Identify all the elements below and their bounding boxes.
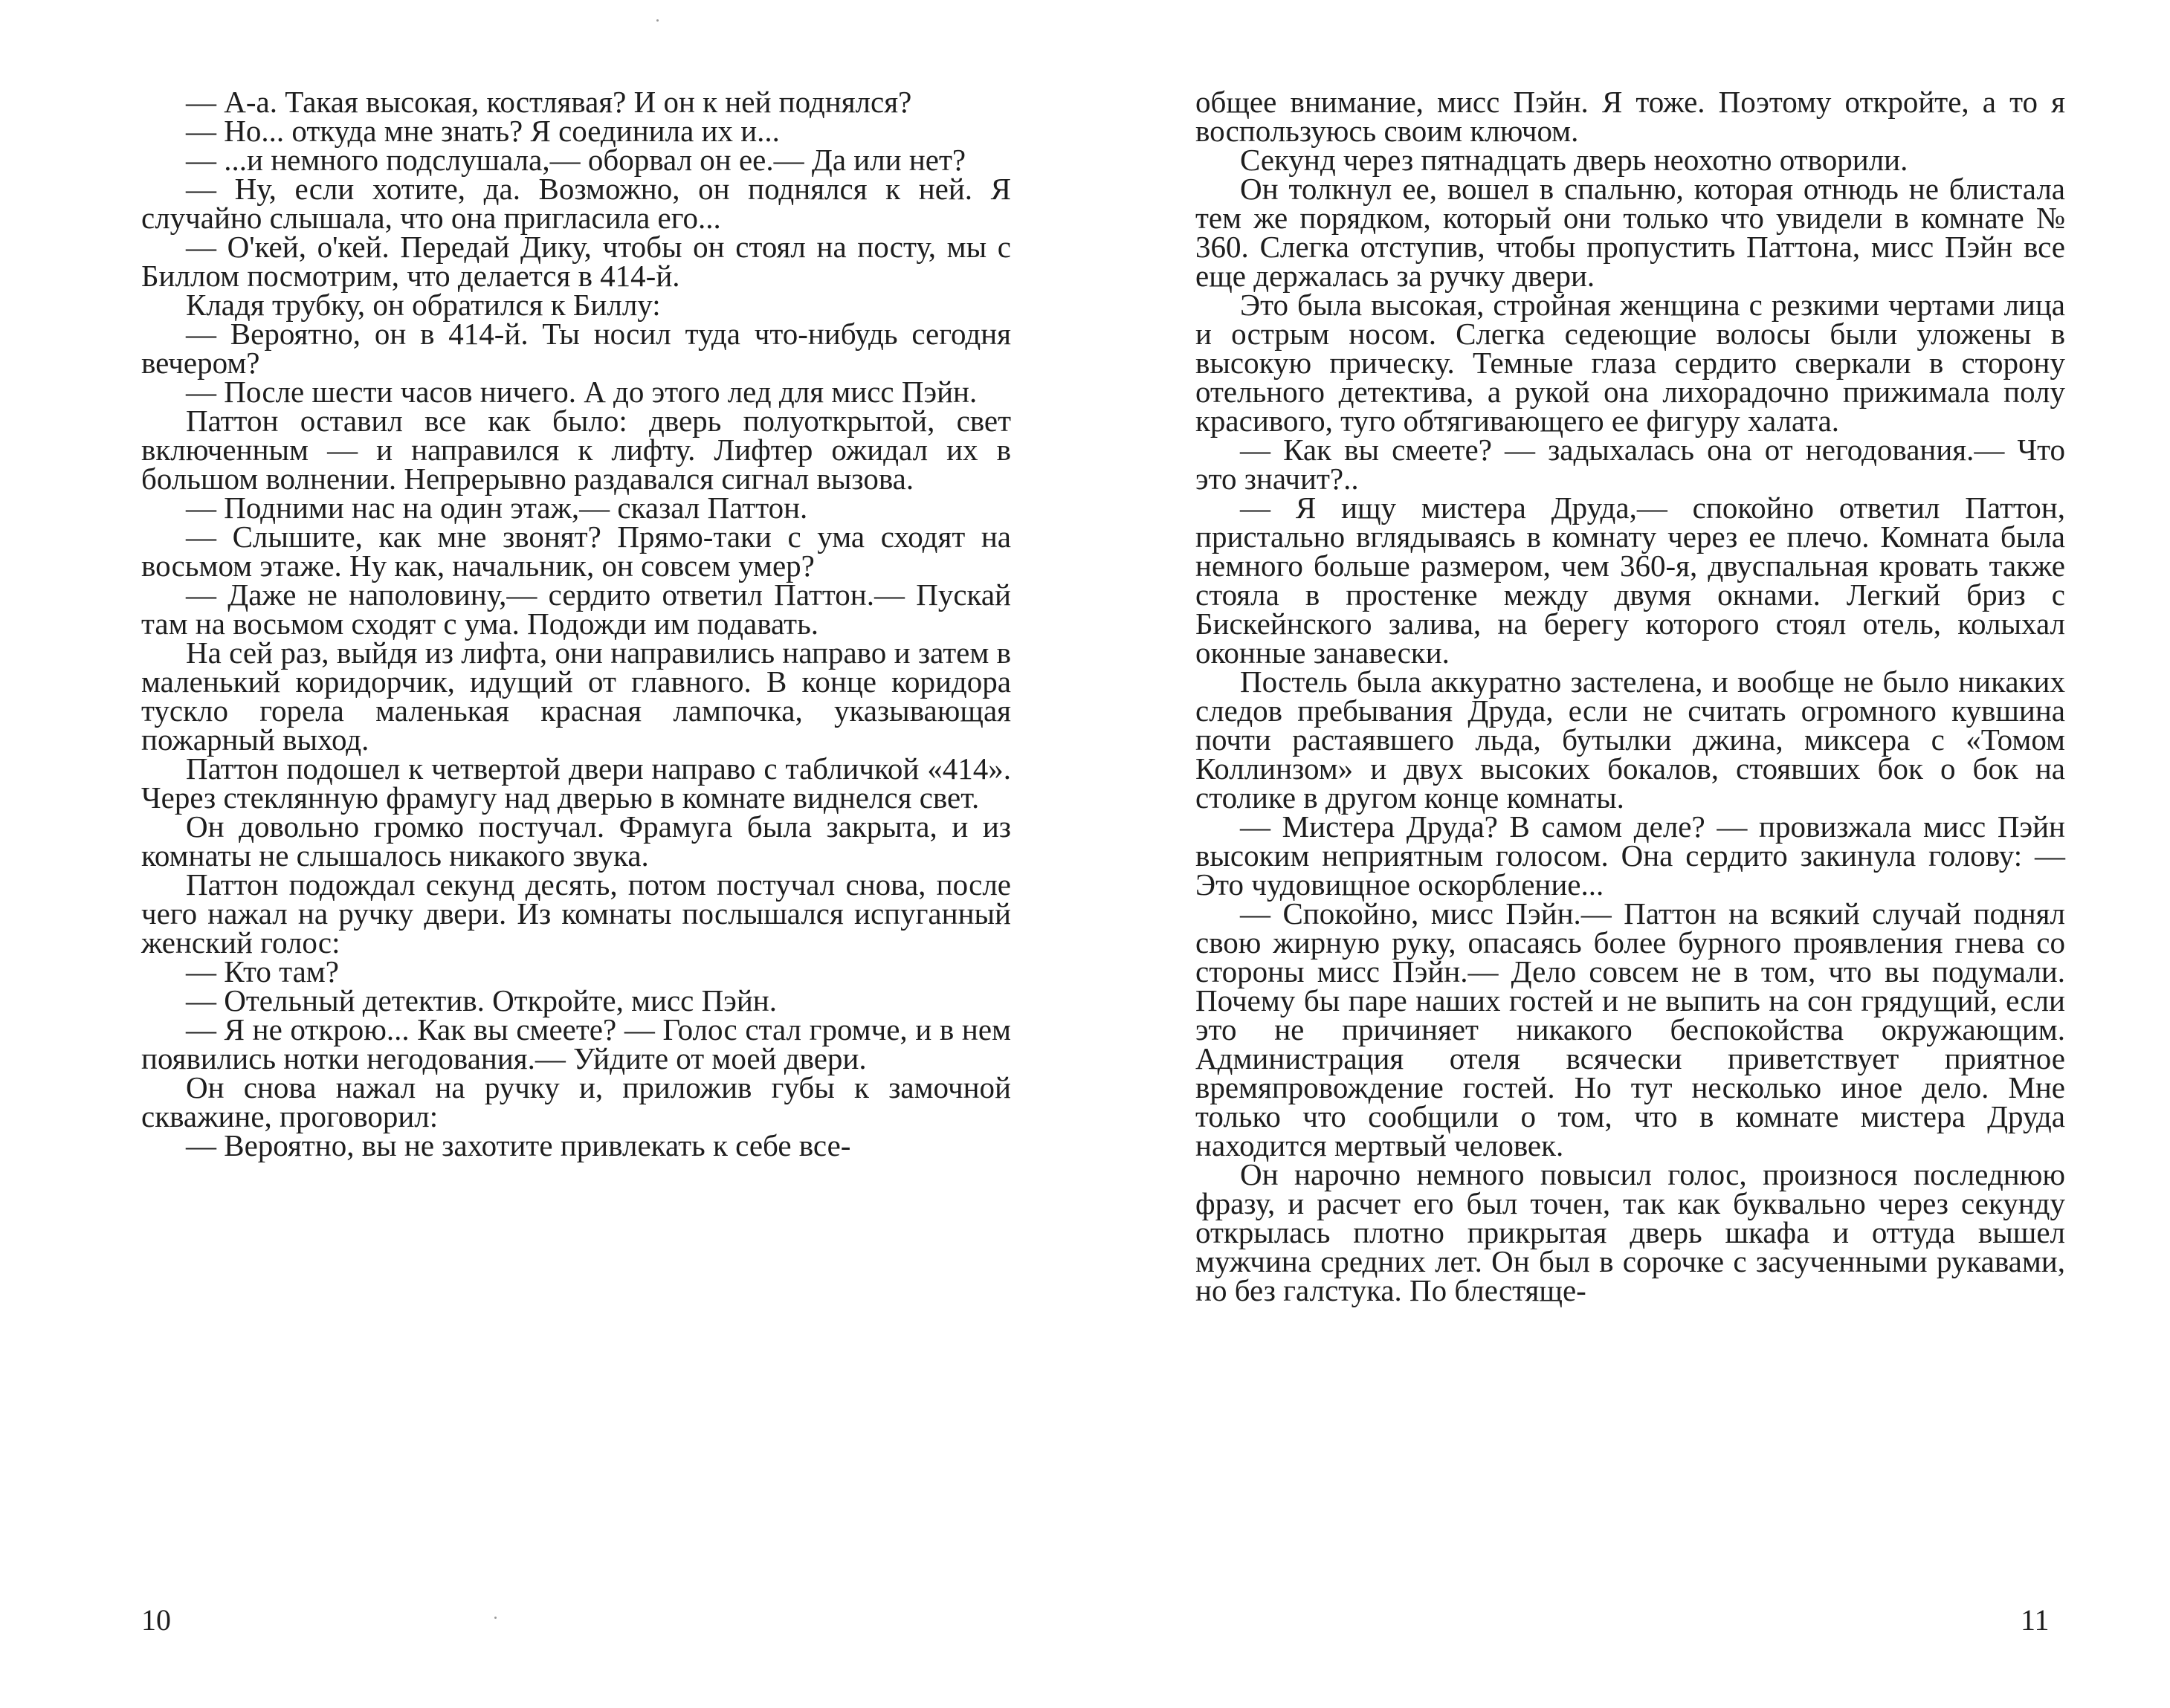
paragraph: — Подними нас на один этаж,— сказал Паттон.: [186, 491, 808, 525]
paragraph: — ...и немного подслушала,— оборвал он ее.— Да или нет?: [186, 143, 966, 177]
paragraph: Паттон подошел к четвертой двери направо с табличкой «414». Через стеклянную фрамугу над дверью в комнате виднелся свет.: [141, 751, 1011, 815]
paragraph: Он толкнул ее, вошел в спальню, которая отнюдь не блистала тем же порядком, который они только что увидели в комнате № 360. Слегка отступив, чтобы пропустить Паттона, мисс Пэйн все еще держалась за ручку двери.: [1195, 172, 2065, 293]
page-number-left: 10: [141, 1603, 171, 1637]
paragraph: — А-а. Такая высокая, костлявая? И он к ней поднялся?: [186, 85, 912, 119]
left-page-text: [141, 85, 1011, 1162]
paragraph: — Вероятно, он в 414-й. Ты носил туда что-нибудь сегодня вечером?: [141, 317, 1011, 380]
paragraph: На сей раз, выйдя из лифта, они направились направо и затем в маленький коридорчик, идущий от главного. В конце коридора тускло горела маленькая красная лампочка, указывающая пожарный выход.: [141, 635, 1011, 757]
paragraph: — Вероятно, вы не захотите привлекать к себе все-: [186, 1128, 851, 1162]
paragraph: — После шести часов ничего. А до этого лед для мисс Пэйн.: [186, 375, 978, 409]
left-page: [141, 85, 1011, 1637]
paragraph: Он довольно громко постучал. Фрамуга была закрыта, и из комнаты не слышалось никакого звука.: [141, 809, 1011, 873]
paragraph: Постель была аккуратно застелена, и вообще не было никаких следов пребывания Друда, если не считать огромного кувшина почти растаявшего льда, бутылки джина, миксера с «Томом Коллинзом» и двух высоких бокалов, стоявших бок о бок на столике в другом конце комнаты.: [1195, 664, 2065, 815]
paragraph: — Но... откуда мне знать? Я соединила их и...: [186, 114, 780, 148]
paragraph: — О'кей, о'кей. Передай Дику, чтобы он стоял на посту, мы с Биллом посмотрим, что делается в 414-й.: [141, 230, 1011, 293]
paragraph: — Спокойно, мисс Пэйн.— Паттон на всякий случай поднял свою жирную руку, опасаясь более бурного проявления гнева со стороны мисс Пэйн.— Дело совсем не в том, что вы подумали. Почему бы паре наших гостей и не выпить на сон грядущий, если это не причиняет никакого беспокойства окружающим. Администрация отеля всячески приветствует приятное времяпровождение гостей. Но тут несколько иное дело. Мне только что сообщили о том, что в комнате мистера Друда находится мертвый человек.: [1195, 896, 2065, 1162]
paragraph: — Мистера Друда? В самом деле? — провизжала мисс Пэйн высоким неприятным голосом. Она сердито закинула голову: — Это чудовищное оскорбление...: [1195, 809, 2065, 902]
right-page-text: [1195, 85, 2065, 1307]
paragraph: — Я не открою... Как вы смеете? — Голос стал громче, и в нем появились нотки негодования.— Уйдите от моей двери.: [141, 1012, 1011, 1075]
paragraph: Паттон оставил все как было: дверь полуоткрытой, свет включенным — и направился к лифту. Лифтер ожидал их в большом волнении. Непрерывно раздавался сигнал вызова.: [141, 404, 1011, 496]
continuation-paragraph: общее внимание, мисс Пэйн. Я тоже. Поэтому откройте, а то я воспользуюсь своим ключом.: [1195, 85, 2065, 148]
page-number-right: 11: [2021, 1603, 2050, 1637]
paragraph: Он снова нажал на ручку и, приложив губы к замочной скважине, проговорил:: [141, 1070, 1011, 1133]
paragraph: Паттон подождал секунд десять, потом постучал снова, после чего нажал на ручку двери. Из комнаты послышался испуганный женский голос:: [141, 867, 1011, 960]
right-page: [1195, 85, 2065, 1637]
paragraph: Это была высокая, стройная женщина с резкими чертами лица и острым носом. Слегка седеющие волосы были уложены в высокую прическу. Темные глаза сердито сверкали в сторону отельного детектива, а рукой она лихорадочно прижимала полу красивого, туго обтягивающего ее фигуру халата.: [1195, 288, 2065, 438]
paragraph: Секунд через пятнадцать дверь неохотно отворили.: [1240, 143, 1908, 177]
paragraph: Кладя трубку, он обратился к Биллу:: [186, 288, 661, 322]
scan-speck: [656, 19, 659, 22]
paragraph: — Ну, если хотите, да. Возможно, он поднялся к ней. Я случайно слышала, что она пригласила его...: [141, 172, 1011, 235]
scan-speck: [494, 1617, 497, 1619]
paragraph: — Отельный детектив. Откройте, мисс Пэйн.: [186, 983, 777, 1018]
paragraph: — Даже не наполовину,— сердито ответил Паттон.— Пускай там на восьмом сходят с ума. Подожди им подавать.: [141, 578, 1011, 641]
paragraph: — Кто там?: [186, 954, 339, 989]
paragraph: — Я ищу мистера Друда,— спокойно ответил Паттон, пристально вглядываясь в комнату через ее плечо. Комната была немного больше размером, чем 360-я, двуспальная кровать также стояла в простенке между двумя окнами. Легкий бриз с Бискейнского залива, на берегу которого стоял отель, колыхал оконные занавески.: [1195, 491, 2065, 670]
paragraph: Он нарочно немного повысил голос, произнося последнюю фразу, и расчет его был точен, так как буквально через секунду открылась плотно прикрытая дверь шкафа и оттуда вышел мужчина средних лет. Он был в сорочке с засученными рукавами, но без галстука. По блестяще-: [1195, 1157, 2065, 1307]
paragraph: — Как вы смеете? — задыхалась она от негодования.— Что это значит?..: [1195, 433, 2065, 496]
paragraph: — Слышите, как мне звонят? Прямо-таки с ума сходят на восьмом этаже. Ну как, начальник, он совсем умер?: [141, 520, 1011, 583]
